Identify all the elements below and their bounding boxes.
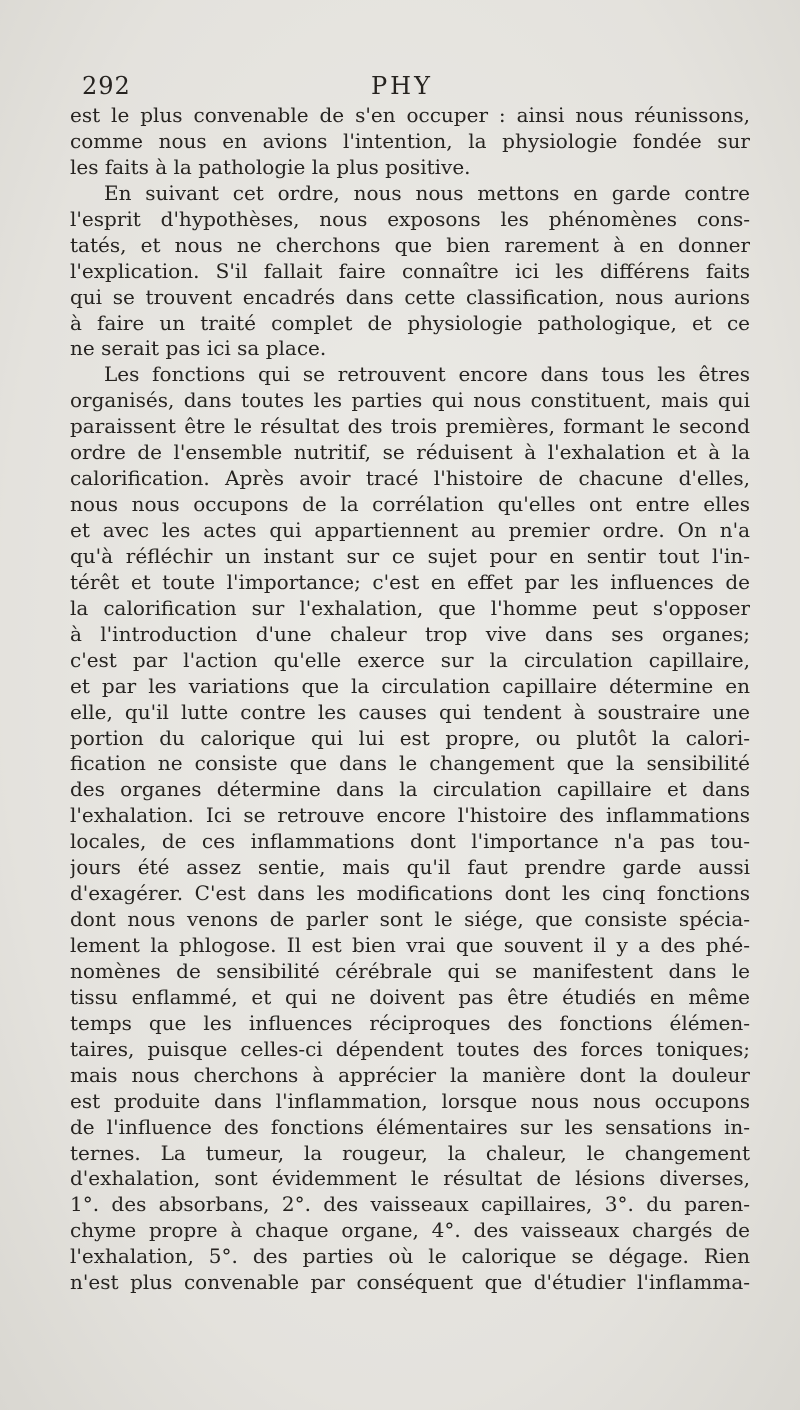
text-line: mais nous cherchons à apprécier la manière dont la douleur: [70, 1062, 750, 1087]
text-line: des organes détermine dans la circulation capillaire et dans: [70, 777, 750, 802]
text-line: ne serait pas ici sa place.: [70, 336, 327, 361]
running-head: PHY: [371, 72, 433, 100]
text-line: est le plus convenable de s'en occuper : ainsi nous réunissons,: [70, 103, 750, 127]
text-line: elle, qu'il lutte contre les causes qui tendent à soustraire une: [70, 699, 750, 724]
text-line: l'exhalation. Ici se retrouve encore l'histoire des inflammations: [70, 803, 750, 828]
text-line: qu'à réfléchir un instant sur ce sujet pour en sentir tout l'in-: [70, 543, 750, 568]
page-number: 292: [82, 72, 131, 100]
text-line: et par les variations que la circulation capillaire détermine en: [70, 673, 750, 698]
text-line: de l'influence des fonctions élémentaires sur les sensations in-: [70, 1114, 750, 1139]
text-line: taires, puisque celles-ci dépendent toutes des forces toniques;: [70, 1036, 750, 1061]
text-line: tatés, et nous ne cherchons que bien rarement à en donner: [70, 232, 750, 257]
text-line: locales, de ces inflammations dont l'importance n'a pas tou-: [70, 829, 750, 854]
text-line: portion du calorique qui lui est propre, ou plutôt la calori-: [70, 725, 750, 750]
text-line: qui se trouvent encadrés dans cette classification, nous aurions: [70, 284, 750, 309]
text-line: est produite dans l'inflammation, lorsque nous nous occupons: [70, 1088, 750, 1113]
text-line: n'est plus convenable par conséquent que d'étudier l'inflamma-: [70, 1270, 750, 1295]
text-line: lement la phlogose. Il est bien vrai que souvent il y a des phé-: [70, 933, 750, 957]
text-line: c'est par l'action qu'elle exerce sur la circulation capillaire,: [70, 647, 750, 672]
text-line: la calorification sur l'exhalation, que l'homme peut s'opposer: [70, 595, 750, 620]
text-line: calorification. Après avoir tracé l'histoire de chacune d'elles,: [70, 466, 750, 491]
text-line: d'exagérer. C'est dans les modifications dont les cinq fonctions: [70, 881, 750, 906]
text-line: les faits à la pathologie la plus positive.: [70, 154, 471, 179]
text-line: paraissent être le résultat des trois premières, formant le second: [70, 414, 750, 439]
text-line: à l'introduction d'une chaleur trop vive dans ses organes;: [70, 621, 750, 646]
text-line: ordre de l'ensemble nutritif, se réduisent à l'exhalation et à la: [70, 440, 750, 465]
text-line: temps que les influences réciproques des fonctions élémen-: [70, 1010, 750, 1035]
text-line: et avec les actes qui appartiennent au premier ordre. On n'a: [70, 518, 750, 542]
text-line: à faire un traité complet de physiologie pathologique, et ce: [70, 310, 750, 335]
text-line: ternes. La tumeur, la rougeur, la chaleur, le changement: [70, 1140, 750, 1165]
text-line: dont nous venons de parler sont le siége, que consiste spécia-: [70, 907, 750, 932]
text-line: nomènes de sensibilité cérébrale qui se manifestent dans le: [70, 958, 750, 983]
text-line: tissu enflammé, et qui ne doivent pas être étudiés en même: [70, 984, 750, 1009]
body-text: [70, 103, 750, 1296]
text-line: fication ne consiste que dans le changement que la sensibilité: [70, 751, 750, 776]
text-line: l'explication. S'il fallait faire connaître ici les différens faits: [70, 258, 750, 283]
text-line: nous nous occupons de la corrélation qu'elles ont entre elles: [70, 492, 750, 517]
text-line: l'exhalation, 5°. des parties où le calorique se dégage. Rien: [70, 1244, 750, 1269]
text-line: En suivant cet ordre, nous nous mettons en garde contre: [104, 180, 750, 205]
page-header: [82, 72, 722, 104]
text-line: Les fonctions qui se retrouvent encore dans tous les êtres: [104, 362, 750, 387]
text-line: 1°. des absorbans, 2°. des vaisseaux capillaires, 3°. du paren-: [70, 1192, 750, 1217]
text-line: d'exhalation, sont évidemment le résultat de lésions diverses,: [70, 1166, 750, 1191]
text-line: organisés, dans toutes les parties qui nous constituent, mais qui: [70, 388, 750, 413]
text-line: chyme propre à chaque organe, 4°. des vaisseaux chargés de: [70, 1218, 750, 1243]
text-line: comme nous en avions l'intention, la physiologie fondée sur: [70, 128, 750, 153]
text-line: jours été assez sentie, mais qu'il faut prendre garde aussi: [70, 855, 750, 880]
text-line: térêt et toute l'importance; c'est en effet par les influences de: [70, 569, 750, 594]
text-line: l'esprit d'hypothèses, nous exposons les phénomènes cons-: [70, 206, 750, 231]
